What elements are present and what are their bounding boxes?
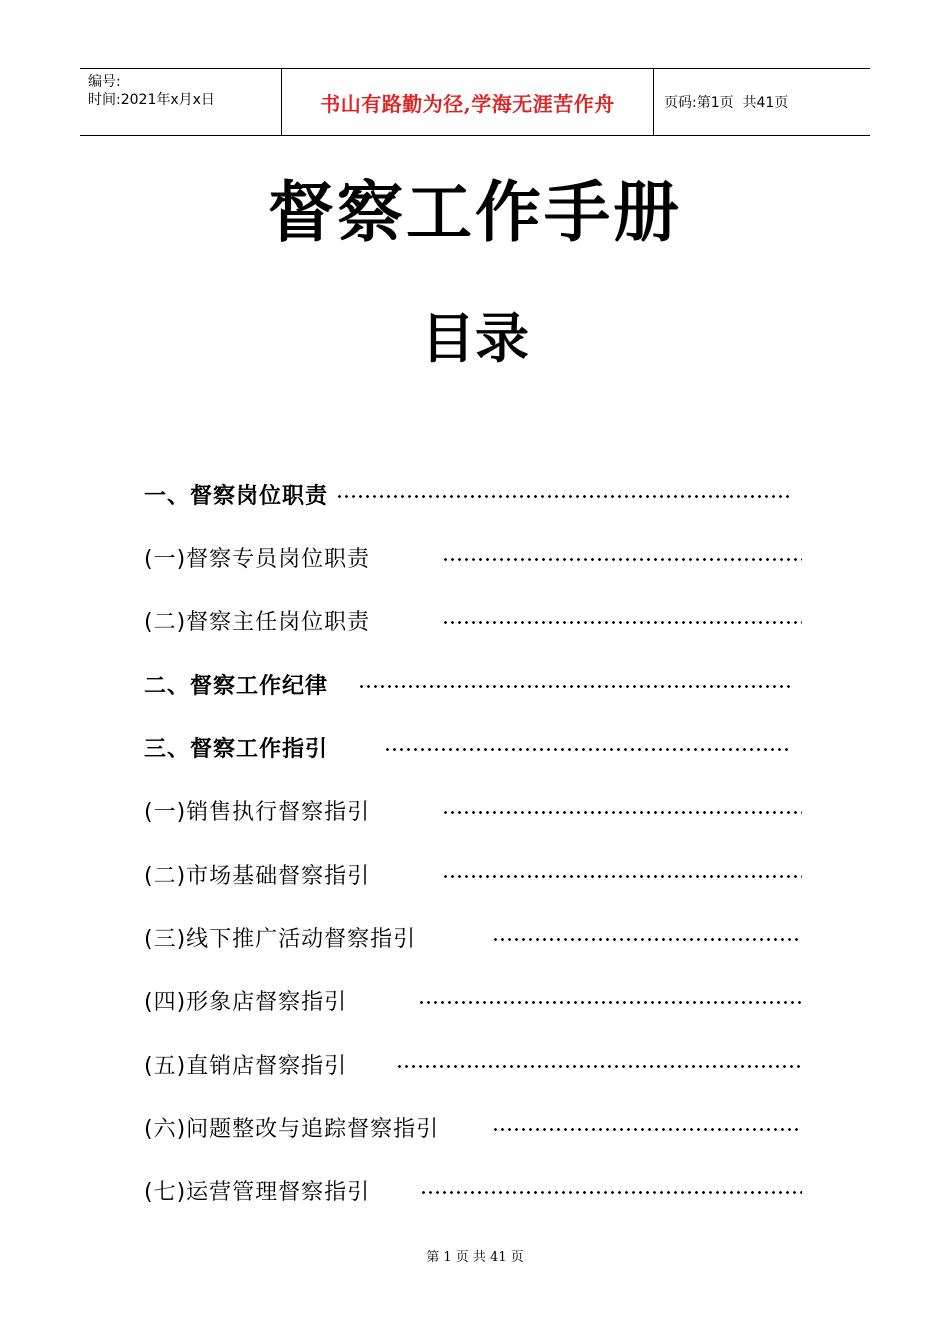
toc-entry-label: (六)问题整改与追踪督察指引	[144, 1116, 440, 1142]
document-title: 督察工作手册	[268, 174, 682, 251]
toc-entry[interactable]	[144, 1044, 802, 1084]
toc-leader-dots	[442, 558, 802, 561]
toc-leader-dots	[384, 748, 790, 751]
header-meta	[80, 69, 281, 135]
toc-leader-dots	[336, 495, 790, 498]
toc-entry-label: (一)销售执行督察指引	[144, 799, 371, 825]
toc-entry[interactable]	[144, 980, 802, 1020]
toc-entry[interactable]	[144, 727, 790, 767]
toc-entry-label: (四)形象店督察指引	[144, 989, 348, 1015]
page-footer	[0, 1246, 950, 1265]
page-info-label: 页码:第1页 共41页	[664, 95, 789, 111]
toc-entry-label: 二、督察工作纪律	[144, 673, 329, 699]
toc-leader-dots	[358, 685, 790, 688]
toc-leader-dots	[420, 1191, 802, 1194]
toc-entry-label: 三、督察工作指引	[144, 736, 329, 762]
toc-entry[interactable]	[144, 790, 802, 830]
toc-entry-label: (一)督察专员岗位职责	[144, 546, 371, 572]
toc-leader-dots	[442, 875, 802, 878]
toc-entry[interactable]	[144, 474, 790, 514]
toc-entry-label: (七)运营管理督察指引	[144, 1179, 371, 1205]
toc-leader-dots	[492, 1128, 802, 1131]
toc-heading: 目录	[421, 307, 529, 370]
page-header	[80, 68, 870, 136]
footer-page-number: 第 1 页 共 41 页	[426, 1250, 524, 1265]
toc-entry[interactable]	[144, 854, 802, 894]
toc-entry[interactable]	[144, 1107, 802, 1147]
toc-leader-dots	[442, 811, 802, 814]
time-label: 时间:2021年x月x日	[88, 92, 215, 108]
toc-entry[interactable]	[144, 600, 802, 640]
header-motto: 书山有路勤为径,学海无涯苦作舟	[281, 69, 654, 135]
toc-leader-dots	[418, 1001, 802, 1004]
toc-entry[interactable]	[144, 1170, 802, 1210]
toc-entry[interactable]	[144, 664, 790, 704]
toc-entry-label: (三)线下推广活动督察指引	[144, 926, 417, 952]
toc-entry-label: 一、督察岗位职责	[144, 483, 329, 509]
toc-entry-label: (二)督察主任岗位职责	[144, 609, 371, 635]
toc-entry[interactable]	[144, 917, 802, 957]
toc-leader-dots	[442, 621, 802, 624]
toc-leader-dots	[492, 938, 802, 941]
toc-entry-label: (五)直销店督察指引	[144, 1053, 348, 1079]
toc-leader-dots	[396, 1065, 802, 1068]
header-page-info	[654, 69, 870, 135]
toc-entry[interactable]	[144, 537, 802, 577]
toc-entry-label: (二)市场基础督察指引	[144, 863, 371, 889]
number-label: 编号:	[88, 74, 121, 90]
